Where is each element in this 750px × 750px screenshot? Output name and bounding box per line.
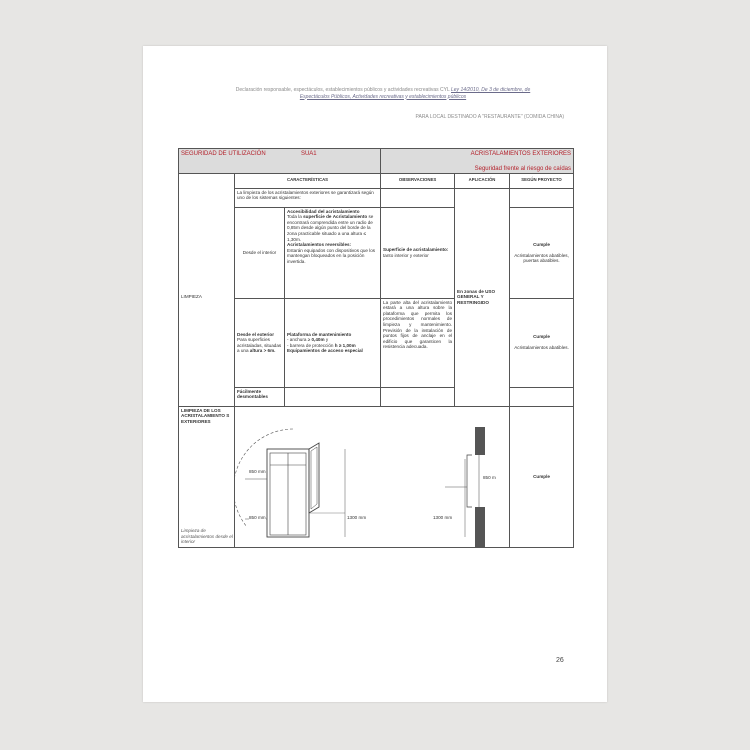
exterior-characteristics: Plataforma de mantenimiento - anchura ≥ 0,40m y - barrera de protección h ≥ 1,00m Equipamientos de acceso especial <box>285 298 381 387</box>
dim-label: 850 m <box>483 474 496 480</box>
status-badge: Cumple <box>533 334 550 340</box>
interior-characteristics: Accesibilidad del acristalamiento Toda la superficie de Acristalamiento se encontrará comprendida entre un radio de 0,85m desde algún punto del borde de la zona practicable situado a una altura ≤ 1,30m. Acristalamientos reversibles: Estarán equipados con dispositivos que los mantengan bloqueados en la posición invertida. <box>285 207 381 298</box>
status-badge: Cumple <box>533 473 550 479</box>
limpieza-label: LIMPIEZA <box>179 188 235 406</box>
method-desmontables: Fácilmente desmontables <box>235 387 285 406</box>
exterior-compliance: Cumple Acristalamientos abatibles. <box>510 298 574 387</box>
drawing-caption: Limpieza de acristalamientos desde el interior <box>181 527 233 545</box>
law-link[interactable]: Ley 14/2010, De 3 de diciembre, de <box>451 87 531 93</box>
table-row <box>179 298 574 387</box>
exterior-observations: La parte alta del acristalamiento estará a una altura sobre la plataforma que permita los procedimientos normales de limpieza y mantenimiento. Previsión de la instalación de puntos fijos de anclaje en el edificio que garanticen la resistencia adecuada. <box>381 298 455 387</box>
drawing-row-label: LIMPIEZA DE LOS ACRISTALAMIENTO S EXTERIORES <box>181 407 230 424</box>
dim-label: 850 mm <box>249 468 266 474</box>
col-aplicacion: APLICACIÓN <box>455 174 510 189</box>
drawing-row <box>179 406 574 547</box>
section-code: SUA1 <box>300 151 317 157</box>
method-interior: Desde el interior <box>235 207 285 298</box>
col-caracteristicas: CARACTERÍSTICAS <box>235 174 381 189</box>
status-badge: Cumple <box>533 241 550 247</box>
table-row <box>179 207 574 298</box>
document-subtitle: PARA LOCAL DESTINADO A "RESTAURANTE" (COMIDA CHINA) <box>415 114 564 120</box>
intro-row <box>179 188 574 207</box>
cleaning-diagram <box>235 406 510 547</box>
dim-label: 850 mm <box>249 514 266 520</box>
law-link-continued[interactable]: Espectáculos Públicos, Actividades recreativas y establecimientos públicos <box>299 93 467 100</box>
page-number: 26 <box>556 657 564 664</box>
table-row <box>179 387 574 406</box>
running-header: Declaración responsable, espectáculos, establecimientos públicos y actividades recreativas CYL Ley 14/2010, De 3 de diciembre, de Espectáculos Públicos, Actividades recreativas y establecimientos públicos <box>235 87 531 100</box>
document-page <box>143 46 607 702</box>
method-exterior: Desde el exterior Para superficies acristaladas, situadas a una altura > 6m. <box>235 298 285 387</box>
dim-label: 1300 mm <box>347 514 367 520</box>
interior-compliance: Cumple Acristalamientos abatibles, puertas abatibles. <box>510 207 574 298</box>
col-segun-proyecto: SEGÚN PROYECTO <box>510 174 574 189</box>
col-observaciones: OBSERVACIONES <box>381 174 455 189</box>
interior-observations: Superficie de acristalamiento: tanto interior y exterior <box>381 207 455 298</box>
section-title: SEGURIDAD DE UTILIZACIÓN <box>181 151 266 157</box>
aplicacion-value: En zonas de USO GENERAL Y RESTRINGIDO <box>455 188 510 406</box>
column-header-row <box>179 174 574 189</box>
limpieza-intro: La limpieza de los acristalamientos exteriores se garantizará según uno de los sistemas siguientes: <box>235 188 381 207</box>
section-topic: ACRISTALAMIENTOS EXTERIORES <box>470 151 572 157</box>
dim-label: 1300 mm <box>433 514 453 520</box>
window-diagram-svg <box>235 407 510 547</box>
section-subtopic: Seguridad frente al riesgo de caídas <box>474 165 572 172</box>
sua1-table <box>178 148 574 548</box>
drawing-row-label-cell <box>179 406 235 547</box>
table-title-row <box>179 149 574 174</box>
drawing-compliance <box>510 406 574 547</box>
